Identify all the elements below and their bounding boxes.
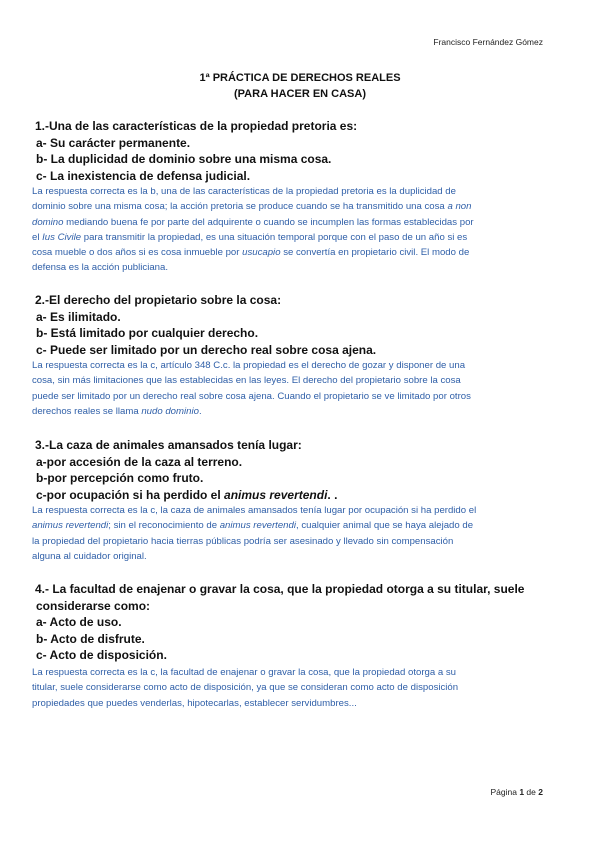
- answer-3: [32, 503, 552, 564]
- question-option: b- Está limitado por cualquier derecho.: [36, 326, 259, 340]
- question-option: b-por percepción como fruto.: [36, 471, 204, 485]
- question-2: [35, 292, 555, 358]
- answer-line: cosa mueble o dos años si es cosa inmueble por usucapio se convertía en propietario civil. El modo de: [32, 247, 470, 259]
- question-option: b- Acto de disfrute.: [36, 631, 145, 646]
- question-3: [35, 437, 555, 503]
- answer-line: animus revertendi; sin el reconocimiento de animus revertendi, cualquier animal que se haya alejado de: [32, 520, 474, 532]
- question-option: c- Puede ser limitado por un derecho real sobre cosa ajena.: [36, 342, 377, 357]
- answer-line: cosa, sin más limitaciones que las establecidas en las leyes. El derecho del propietario sobre la cosa: [32, 375, 461, 387]
- answer-line: dominio sobre una misma cosa; la acción pretoria se produce cuando se ha transmitido una cosa a non: [32, 201, 472, 213]
- document-title: 1ª PRÁCTICA DE DERECHOS REALES: [199, 72, 401, 84]
- answer-1: [32, 184, 552, 276]
- answer-2: [32, 358, 552, 419]
- question-option: b- La duplicidad de dominio sobre una misma cosa.: [36, 152, 332, 166]
- answer-line: defensa es la acción publiciana.: [32, 262, 169, 274]
- answer-line: la propiedad del propietario hacia tierras públicas podría ser asesinado y llevado sin compensación: [32, 535, 454, 547]
- header-author: Francisco Fernández Gómez: [433, 37, 543, 47]
- question-option: a- Acto de uso.: [36, 615, 122, 629]
- answer-line: puede ser limitado por un derecho real sobre cosa ajena. Cuando el propietario se ve limitado por otros: [32, 390, 471, 402]
- answer-4: [32, 665, 552, 711]
- answer-line: La respuesta correcta es la c, la caza de animales amansados tenía lugar por ocupación si ha perdido el: [32, 505, 477, 516]
- question-option: considerarse como:: [36, 598, 151, 613]
- question-option: a- Es ilimitado.: [36, 309, 121, 324]
- answer-line: alguna al cuidador original.: [32, 550, 147, 562]
- page-of-label: de: [526, 787, 536, 797]
- answer-line: propiedades que puedes venderlas, hipotecarlas, establecer servidumbres...: [32, 697, 357, 709]
- answer-line: La respuesta correcta es la c, la facultad de enajenar o gravar la cosa, que la propiedad otorga a su: [32, 667, 456, 678]
- answer-line: titular, suele considerarse como acto de disposición, ya que se consideran como acto de disposición: [32, 682, 459, 694]
- question-4: [35, 581, 555, 664]
- answer-line: derechos reales se llama nudo dominio.: [32, 405, 202, 417]
- question-option: c-por ocupación si ha perdido el animus revertendi. .: [36, 487, 338, 502]
- question-option: a- Su carácter permanente.: [36, 135, 191, 150]
- page-label: Página: [490, 787, 517, 797]
- question-text: 3.-La caza de animales amansados tenía lugar:: [35, 438, 302, 452]
- answer-line: La respuesta correcta es la b, una de las características de la propiedad pretoria es la duplicidad de: [32, 186, 456, 197]
- document-subtitle: (PARA HACER EN CASA): [234, 88, 366, 100]
- question-text: 2.-El derecho del propietario sobre la cosa:: [35, 293, 282, 307]
- page-total: 2: [538, 787, 543, 797]
- page-number: 1: [519, 787, 525, 797]
- question-option: c- Acto de disposición.: [36, 648, 167, 662]
- question-1: [35, 118, 555, 184]
- question-option: a-por accesión de la caza al terreno.: [36, 454, 243, 469]
- answer-line: La respuesta correcta es la c, artículo 348 C.c. la propiedad es el derecho de gozar y disponer de una: [32, 360, 466, 371]
- question-text: 1.-Una de las características de la propiedad pretoria es:: [35, 119, 358, 133]
- answer-line: el Ius Civile para transmitir la propiedad, es una situación temporal porque con el paso de un año si es: [32, 231, 468, 243]
- question-option: c- La inexistencia de defensa judicial.: [36, 168, 251, 183]
- page-footer: [490, 787, 543, 797]
- question-text: 4.- La facultad de enajenar o gravar la cosa, que la propiedad otorga a su titular, suele: [35, 582, 525, 596]
- answer-line: domino mediando buena fe por parte del adquirente o cuando se incumplen las formas establecidas por: [32, 216, 474, 228]
